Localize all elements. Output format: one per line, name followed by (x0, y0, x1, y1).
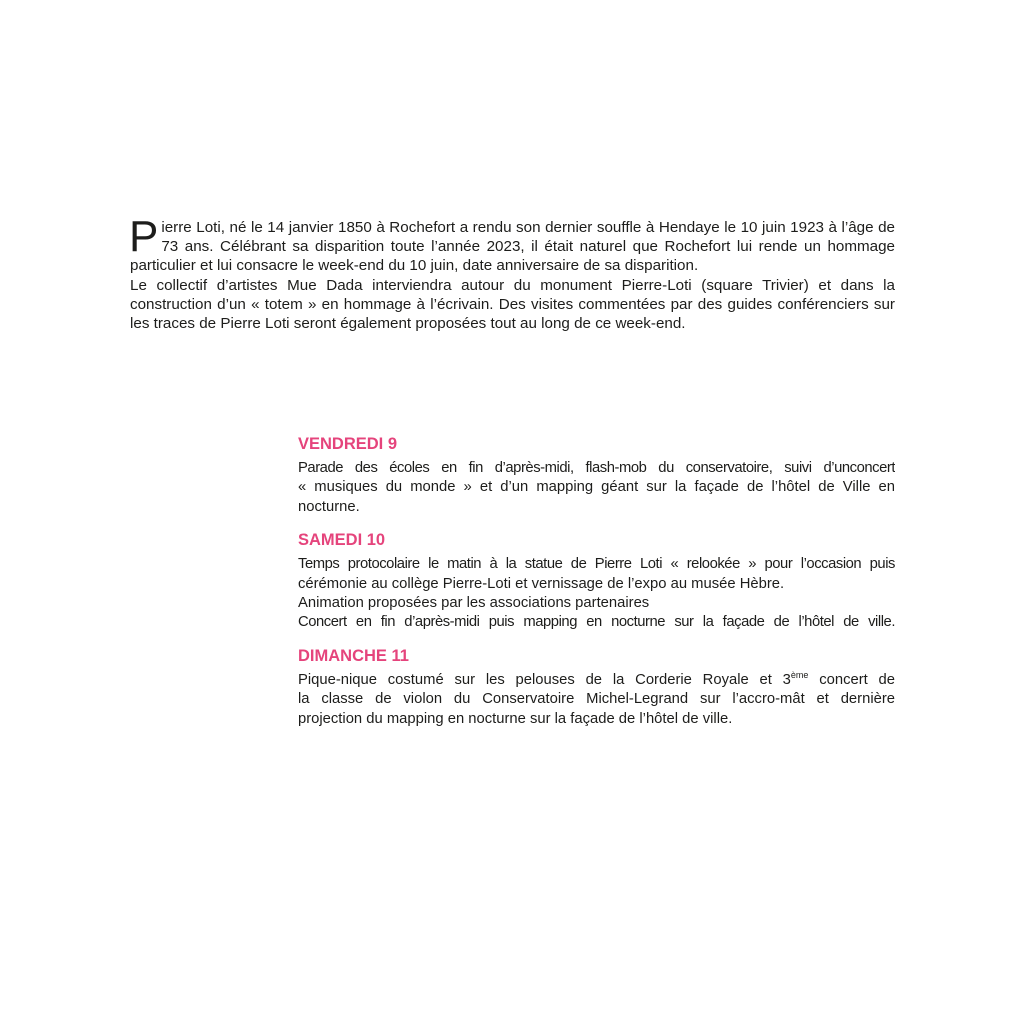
day-sunday (298, 646, 895, 729)
drop-cap-letter: P (129, 212, 159, 261)
day-description-saturday (298, 555, 895, 633)
day-friday (298, 434, 895, 517)
intro-text-block (129, 212, 895, 333)
saturday-line-2: cérémonie au collège Pierre-Loti et vernissage de l’expo au musée Hèbre. (298, 575, 785, 592)
day-title-sunday: DIMANCHE 11 (298, 646, 409, 665)
day-description-friday (298, 459, 895, 517)
day-title-friday: VENDREDI 9 (298, 435, 398, 453)
ordinal-superscript: ème (790, 670, 809, 680)
friday-line-1: Parade des écoles en fin d’après-midi, flash-mob du conservatoire, suivi d’unconcert (298, 460, 895, 476)
event-program (298, 434, 895, 742)
saturday-line-3: Animation proposées par les associations partenaires (298, 595, 650, 612)
sunday-line-1-end: concert de (808, 671, 895, 688)
friday-line-2: « musiques du monde » et d’un mapping géant sur la façade de l’hôtel de Ville en (298, 479, 895, 496)
sunday-line-2: la classe de violon du Conservatoire Michel-Legrand sur l’accro-mât et dernière (298, 691, 895, 708)
sunday-line-3: projection du mapping en nocturne sur la façade de l’hôtel de ville. (298, 710, 733, 727)
intro-paragraph-1 (129, 212, 895, 276)
day-description-sunday (298, 671, 895, 729)
saturday-line-4: Concert en fin d’après-midi puis mapping en nocturne sur la façade de l’hôtel de ville. (298, 614, 895, 631)
saturday-line-1: Temps protocolaire le matin à la statue de Pierre Loti « relookée » pour l’occasion puis (298, 556, 895, 573)
day-saturday (298, 530, 895, 633)
intro-paragraph-1-text: ierre Loti, né le 14 janvier 1850 à Rochefort a rendu son dernier souffle à Hendaye le 10 juin 1923 à l’âge de 73 ans. Célébrant sa disparition toute l’année 2023, il était naturel que Rochefort lui rende un hommage particulier et lui consacre le week-end du 10 juin, date anniversaire de sa disparition. (130, 219, 895, 275)
friday-line-3: nocturne. (298, 498, 360, 515)
sunday-line-1-text: Pique-nique costumé sur les pelouses de la Corderie Royale et 3 (298, 671, 791, 688)
day-title-saturday: SAMEDI 10 (298, 531, 386, 550)
sunday-line-1 (298, 671, 895, 690)
intro-paragraph-2: Le collectif d’artistes Mue Dada interviendra autour du monument Pierre-Loti (square Trivier) et dans la construction d’un « totem » en hommage à l’écrivain. Des visites commentées par des guides conférenciers sur les traces de Pierre Loti seront également proposées tout au long de ce week-end. (130, 276, 895, 333)
